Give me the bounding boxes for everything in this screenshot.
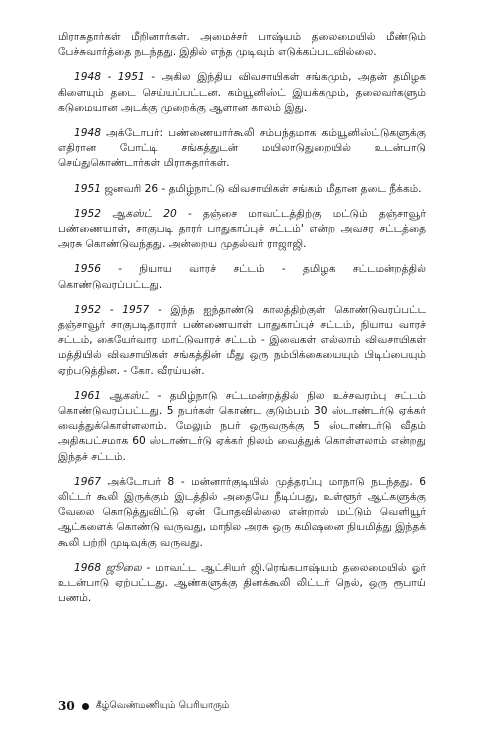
paragraph-lead: 1951 — [74, 182, 101, 195]
paragraph-4 — [58, 182, 426, 197]
paragraph-5 — [58, 207, 426, 253]
paragraph-9 — [58, 475, 426, 551]
paragraph-text: அக்டோபர் 8 - மன்னார்குடியில் முத்தரப்பு மாநாடு நடந்தது. 6 லிட்டர் கூலி இருக்கும் இடத்தில் அதையே நீடிப்பது, உள்ளூர் ஆட்களுக்கு வேலை கொடுத்துவிட்டு ஏன் போதவில்லை என்றால் மட்டும் வெளியூர் ஆட்களைக் கொண்டு வருவது, மாநில அரசு ஒரு கமிஷனை நியமித்து இந்தக் கூலி பற்றி முடிவுக்கு வருவது. — [58, 475, 426, 549]
paragraph-text: அக்டோபர்: பண்ணையார்கூலி சம்பந்தமாக கம்யூனிஸ்ட்டுகளுக்கு எதிரான போட்டி சங்கத்துடன் மயிலாடுதுறையில் உடன்பாடு செய்துகொண்டார்கள் மிராசுதார்கள். — [58, 127, 426, 170]
paragraph-text: ஜனவரி 26 - தமிழ்நாட்டு விவசாயிகள் சங்கம் மீதான தடை நீக்கம். — [100, 182, 422, 195]
paragraph-lead: 1952 - 1957 — [74, 303, 150, 316]
page-footer — [58, 698, 426, 714]
paragraph-7 — [58, 303, 426, 379]
paragraph-text: - தஞ்சை மாவட்டத்திற்கு மட்டும் தஞ்சாவூர் பண்ணையாள், சாகுபடி தாரர் பாதுகாப்புச் சட்டம்' என்ற அவசர சட்டத்தை அரசு கொண்டுவந்தது. அன்றைய முதல்வர் ராஜாஜி. — [58, 207, 426, 251]
paragraph-text: - அகில இந்திய விவசாயிகள் சங்கமும், அதன் தமிழக கிளையும் தடை செய்யப்பட்டன. கம்யூனிஸ்ட் இயக்கமும், தலைவர்களும் கடுமையான அடக்கு முறைக்கு ஆளான காலம் இது. — [58, 71, 426, 114]
paragraph-lead: 1967 — [74, 475, 101, 488]
paragraph-text: - மாவட்ட ஆட்சியர் ஜி.ரெங்கபாஷ்யம் தலைமையில் ஓர் உடன்பாடு ஏற்பட்டது. ஆண்களுக்கு தினக்கூலி லிட்டர் நெல், ஒரு ரூபாய் பணம். — [58, 561, 426, 605]
page-number: 30 — [58, 699, 75, 713]
paragraph-8 — [58, 389, 426, 465]
paragraph-lead: 1952 ஆகஸ்ட் 20 — [74, 207, 177, 220]
paragraph-lead: 1961 ஆகஸ்ட் — [74, 389, 150, 402]
page-body — [58, 30, 426, 690]
paragraph-text: - நியாய வாரச் சட்டம் - தமிழக சட்டமன்றத்தில் கொண்டுவரப்பட்டது. — [58, 263, 426, 291]
paragraph-lead: 1948 - 1951 — [74, 71, 145, 84]
running-title: கீழ்வெண்மணியும் பெரியாரும் — [95, 700, 230, 711]
paragraph-2 — [58, 70, 426, 116]
paragraph-10 — [58, 561, 426, 607]
paragraph-1 — [58, 30, 426, 60]
paragraph-text: - தமிழ்நாடு சட்டமன்றத்தில் நில உச்சவரம்பு சட்டம் கொண்டுவரப்பட்டது. 5 நபர்கள் கொண்ட குடும்பம் 30 ஸ்டாண்டர்டு ஏக்கர் வைத்துக்கொள்ளலாம். மேலும் நபர் ஒருவருக்கு 5 ஸ்டாண்டர்டு வீதம் அதிகபட்சமாக 60 ஸ்டாண்டர்டு ஏக்கர் நிலம் வைத்துக் கொள்ளலாம் என்றது இந்தச் சட்டம். — [58, 389, 426, 463]
paragraph-3 — [58, 126, 426, 172]
paragraph-text: - இந்த ஐந்தாண்டு காலத்திற்குள் கொண்டுவரப்பட்ட தஞ்சாவூர் சாகுபடிதாரார் பண்ணையாள் பாதுகாப்புச் சட்டம், நியாய வாரச் சட்டம், கையேர்வார மாட்டுவாரச் சட்டம் - இவைகள் எல்லாம் விவசாயிகள் மத்தியில் விவசாயிகள் சங்கத்தின் மீது ஒரு நம்பிக்கையையும் பிடிப்பையும் ஏற்படுத்தின. - கோ. வீரய்யன். — [58, 303, 426, 377]
paragraph-lead: 1968 ஜூலை — [74, 561, 142, 574]
paragraph-lead: 1956 — [74, 263, 101, 276]
paragraph-text: மிராசுதார்கள் மீறினார்கள். அமைச்சர் பாஷ்யம் தலைமையில் மீண்டும் பேச்சுவார்த்தை நடந்தது. இதில் எந்த முடிவும் எடுக்கப்படவில்லை. — [58, 31, 426, 59]
bullet-dot-icon — [82, 703, 89, 710]
paragraph-6 — [58, 262, 426, 292]
paragraph-lead: 1948 — [74, 127, 101, 140]
